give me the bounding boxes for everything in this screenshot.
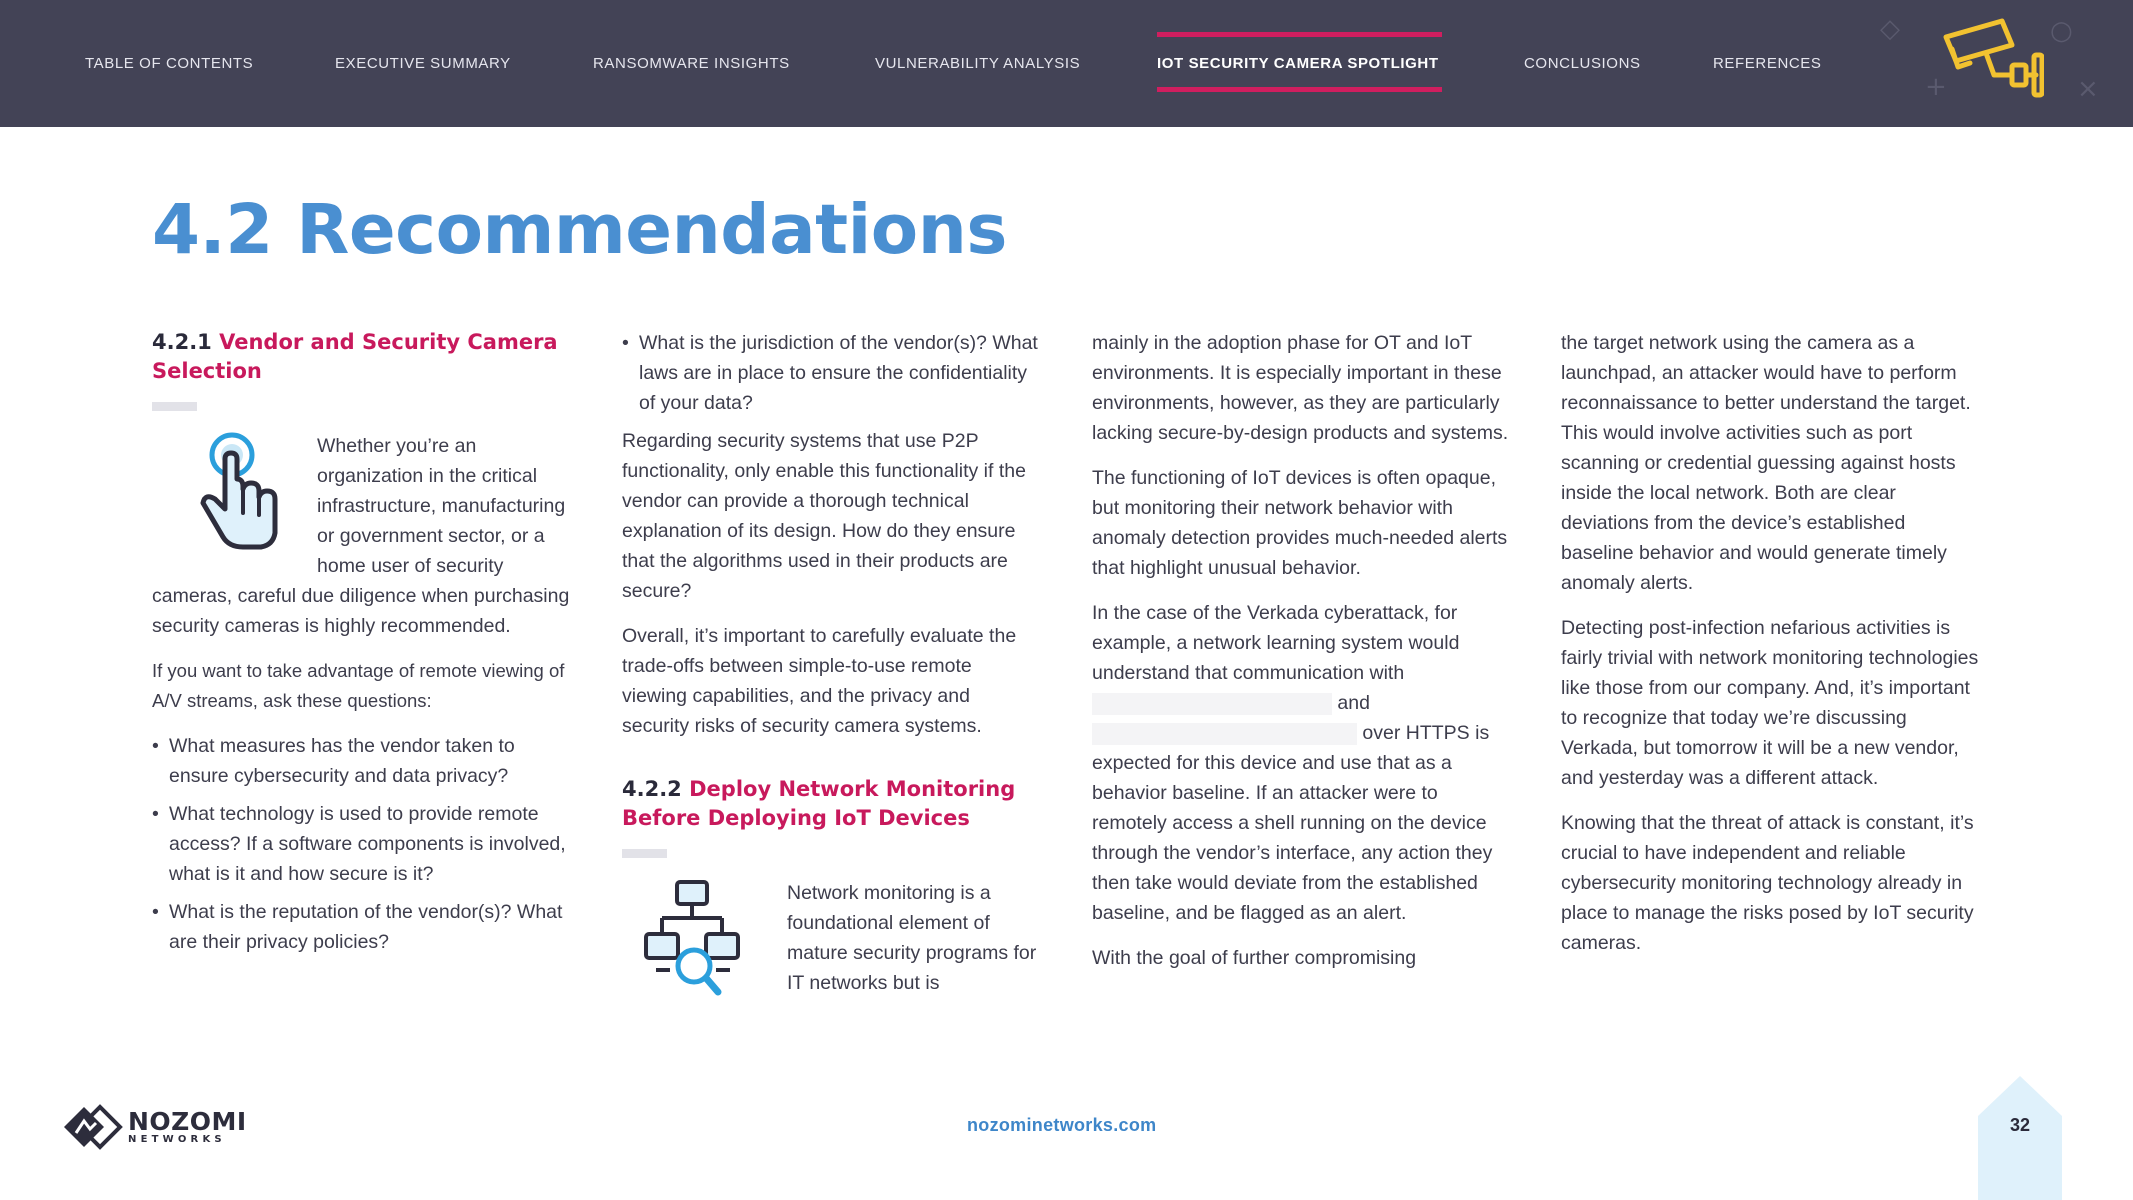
nav-item-ransomware-insights[interactable]: RANSOMWARE INSIGHTS <box>593 55 790 72</box>
compromise-paragraph-part-a: With the goal of further compromising <box>1092 947 1417 969</box>
nav-item-iot-security-camera-spotlight[interactable]: IOT SECURITY CAMERA SPOTLIGHT <box>1157 55 1439 72</box>
section-divider <box>622 849 667 858</box>
pointer-hand-icon <box>187 429 297 554</box>
plus-decoration-icon: + <box>1925 72 1947 102</box>
nav-item-executive-summary[interactable]: EXECUTIVE SUMMARY <box>335 55 511 72</box>
circle-decoration-icon: ○ <box>2050 16 2073 46</box>
column-4 <box>1561 328 1981 973</box>
section-title: Vendor and Security Camera Selection <box>152 330 558 383</box>
post-infection-paragraph: Detecting post-infection nefarious activities is fairly trivial with network monitoring technologies like those from our company. And, it’s important to recognize that today we’re discussing Verkada, but tomorrow it will be a new vendor, and yesterday was a different attack. <box>1561 617 1979 789</box>
security-camera-icon <box>1940 15 2044 107</box>
section-2-intro-part-b: mainly in the adoption phase for OT and IoT environments. It is especially important in these environments, however, as they are particularly lacking secure-by-design products and systems. <box>1092 332 1509 444</box>
nav-item-vulnerability-analysis[interactable]: VULNERABILITY ANALYSIS <box>875 55 1081 72</box>
nav-item-table-of-contents[interactable]: TABLE OF CONTENTS <box>85 55 254 72</box>
list-item: • What is the reputation of the vendor(s)? What are their privacy policies? <box>152 897 572 957</box>
redacted-text <box>1092 723 1357 745</box>
section-1-remote-viewing: If you want to take advantage of remote viewing of A/V streams, ask these questions: <box>152 660 565 711</box>
page-title: 4.2 Recommendations <box>152 190 1007 270</box>
logo-wordmark: NOZOMI NETWORKS <box>128 1107 247 1145</box>
question-list <box>152 731 572 957</box>
pointer-hand-icon-wrap <box>152 431 317 561</box>
network-monitoring-icon <box>642 878 752 1003</box>
iot-opaque-paragraph: The functioning of IoT devices is often opaque, but monitoring their network behavior with anomaly detection provides much-needed alerts that highlight unusual behavior. <box>1092 467 1508 579</box>
column-2 <box>622 328 1042 1013</box>
active-tab-indicator-bottom <box>1157 87 1442 92</box>
section-number: 4.2.2 <box>622 777 682 801</box>
constant-threat-paragraph: Knowing that the threat of attack is constant, it’s crucial to have independent and reliable cybersecurity monitoring technology already in place to manage the risks posed by IoT security cameras. <box>1561 812 1974 954</box>
cross-decoration-icon: × <box>2077 74 2099 104</box>
nozomi-logo[interactable] <box>60 1103 247 1151</box>
overall-paragraph: Overall, it’s important to carefully evaluate the trade-offs between simple-to-use remote viewing capabilities, and the privacy and security risks of security camera systems. <box>622 625 1017 737</box>
p2p-paragraph: Regarding security systems that use P2P functionality, only enable this functionality if the vendor can provide a thorough technical explanation of its design. How do they ensure that the algorithms used in their products are secure? <box>622 430 1026 602</box>
page-number: 32 <box>2009 1115 2031 1135</box>
compromise-paragraph-part-b: the target network using the camera as a launchpad, an attacker would have to perform reconnaissance to better understand the target. This would involve activities such as port scanning or credential guessing against hosts inside the local network. Both are clear deviations from the device’s established baseline behavior and would generate timely anomaly alerts. <box>1561 332 1971 594</box>
list-item: • What measures has the vendor taken to ensure cybersecurity and data privacy? <box>152 731 572 791</box>
nav-item-references[interactable]: REFERENCES <box>1713 55 1822 72</box>
column-3 <box>1092 328 1512 988</box>
website-link[interactable]: nozominetworks.com <box>967 1115 1157 1135</box>
section-2-intro-part-a: Network monitoring is a foundational element of mature security programs for IT networks but is <box>787 882 1037 994</box>
network-monitoring-icon-wrap <box>622 878 787 1008</box>
active-tab-indicator-top <box>1157 32 1442 37</box>
section-heading-4-2-1 <box>152 328 572 386</box>
page-number-tab <box>1978 1076 2062 1200</box>
section-title: Deploy Network Monitoring Before Deploying IoT Devices <box>622 777 1016 830</box>
column-1 <box>152 328 572 965</box>
section-divider <box>152 402 197 411</box>
section-heading-4-2-2 <box>622 775 1042 833</box>
diamond-decoration-icon: ◇ <box>1880 14 1900 44</box>
top-navigation-bar <box>0 0 2133 127</box>
verkada-paragraph: In the case of the Verkada cyberattack, for example, a network learning system would understand that communication with and over HTTPS is expected for this device and use that as a behavior baseline. If an attacker were to remotely access a shell running on the device through the vendor’s interface, any action they then take would deviate from the established baseline, and be flagged as an alert. <box>1092 602 1493 924</box>
section-number: 4.2.1 <box>152 330 212 354</box>
list-item: • What technology is used to provide remote access? If a software components is involved, what is it and how secure is it? <box>152 799 572 889</box>
redacted-text <box>1092 693 1332 715</box>
nav-menu <box>0 0 1900 127</box>
question-list-continued <box>622 328 1042 418</box>
nav-item-conclusions[interactable]: CONCLUSIONS <box>1524 55 1641 72</box>
nozomi-logo-mark-icon <box>60 1103 124 1151</box>
list-item: • What is the jurisdiction of the vendor(s)? What laws are in place to ensure the confidentiality of your data? <box>622 328 1042 418</box>
section-1-intro: Whether you’re an organization in the critical infrastructure, manufacturing or government sector, or a home user of security cameras, careful due diligence when purchasing security cameras is highly recommended. <box>152 435 570 637</box>
